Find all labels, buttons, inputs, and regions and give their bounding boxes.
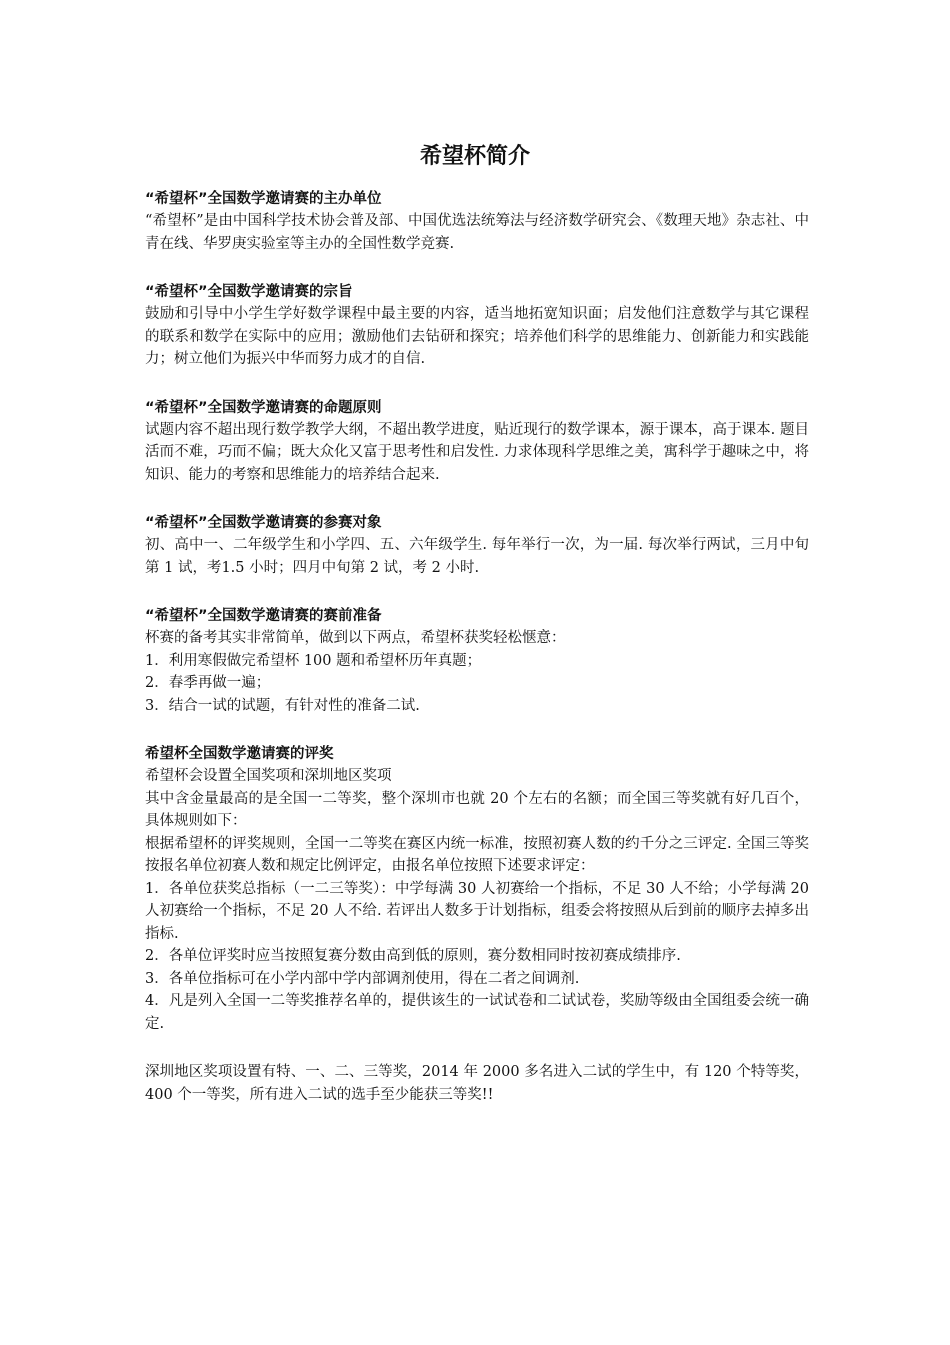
paragraph: 初、高中一、二年级学生和小学四、五、六年级学生. 每年举行一次，为一届. 每次举行两试，三月中旬第 1 试，考1.5 小时；四月中旬第 2 试，考 2 小时. bbox=[145, 537, 809, 576]
paragraph: “希望杯”是由中国科学技术协会普及部、中国优选法统筹法与经济数学研究会、《数理天地》杂志社、中青在线、华罗庚实验室等主办的全国性数学竞赛. bbox=[145, 213, 809, 252]
section-heading: “希望杯”全国数学邀请赛的主办单位 bbox=[145, 191, 382, 207]
list-item: 2．春季再做一遍； bbox=[145, 675, 271, 691]
section-preparation bbox=[145, 605, 809, 717]
paragraph: 根据希望杯的评奖规则，全国一二等奖在赛区内统一标准，按照初赛人数的约千分之三评定. 全国三等奖按报名单位初赛人数和规定比例评定，由报名单位按照下述要求评定： bbox=[145, 835, 809, 874]
section-awards bbox=[145, 743, 809, 1035]
list-item: 1．利用寒假做完希望杯 100 题和希望杯历年真题； bbox=[145, 652, 482, 669]
section-heading: 希望杯全国数学邀请赛的评奖 bbox=[145, 746, 334, 762]
paragraph: 鼓励和引导中小学生学好数学课程中最主要的内容，适当地拓宽知识面；启发他们注意数学与其它课程的联系和数学在实际中的应用；激励他们去钻研和探究；培养他们科学的思维能力、创新能力和实践能力；树立他们为振兴中华而努力成才的自信. bbox=[145, 306, 809, 367]
list-item: 1．各单位获奖总指标（一二三等奖）：中学每满 30 人初赛给一个指标，不足 30 人不给；小学每满 20 人初赛给一个指标，不足 20 人不给. 若评出人数多于计划指标，组委会将按照从后到前的顺序去掉多出指标. bbox=[145, 880, 809, 942]
section-heading: “希望杯”全国数学邀请赛的命题原则 bbox=[145, 399, 382, 416]
section-question-principles bbox=[145, 397, 809, 487]
section-organizers bbox=[145, 188, 809, 255]
paragraph: 希望杯会设置全国奖项和深圳地区奖项 bbox=[145, 768, 392, 784]
section-participants bbox=[145, 512, 809, 579]
section-shenzhen-awards bbox=[145, 1061, 809, 1106]
paragraph: 其中含金量最高的是全国一二等奖，整个深圳市也就 20 个左右的名额；而全国三等奖就有好几百个，具体规则如下： bbox=[145, 790, 809, 829]
paragraph: 深圳地区奖项设置有特、一、二、三等奖，2014 年 2000 多名进入二试的学生中，有 120 个特等奖，400 个一等奖，所有进入二试的选手至少能获三等奖!! bbox=[145, 1064, 809, 1103]
section-heading: “希望杯”全国数学邀请赛的赛前准备 bbox=[145, 608, 382, 624]
list-item: 2．各单位评奖时应当按照复赛分数由高到低的原则，赛分数相同时按初赛成绩排序. bbox=[145, 948, 681, 964]
section-heading: “希望杯”全国数学邀请赛的宗旨 bbox=[145, 284, 353, 300]
section-heading: “希望杯”全国数学邀请赛的参赛对象 bbox=[145, 515, 382, 531]
document-title: 希望杯简介 bbox=[419, 144, 530, 169]
paragraph: 杯赛的备考其实非常简单，做到以下两点，希望杯获奖轻松惬意： bbox=[145, 630, 566, 646]
section-purpose bbox=[145, 281, 809, 371]
list-item: 3．各单位指标可在小学内部中学内部调剂使用，得在二者之间调剂. bbox=[145, 970, 580, 987]
document-body bbox=[145, 188, 809, 1106]
list-item: 3．结合一试的试题，有针对性的准备二试. bbox=[145, 697, 420, 714]
list-item: 4．凡是列入全国一二等奖推荐名单的，提供该生的一试试卷和二试试卷，奖励等级由全国组委会统一确定. bbox=[145, 993, 809, 1032]
paragraph: 试题内容不超出现行数学教学大纲，不超出教学进度，贴近现行的数学课本，源于课本，高于课本. 题目活而不难，巧而不偏；既大众化又富于思考性和启发性. 力求体现科学思维之美，寓科学于趣味之中，将知识、能力的考察和思维能力的培养结合起来. bbox=[145, 421, 809, 483]
